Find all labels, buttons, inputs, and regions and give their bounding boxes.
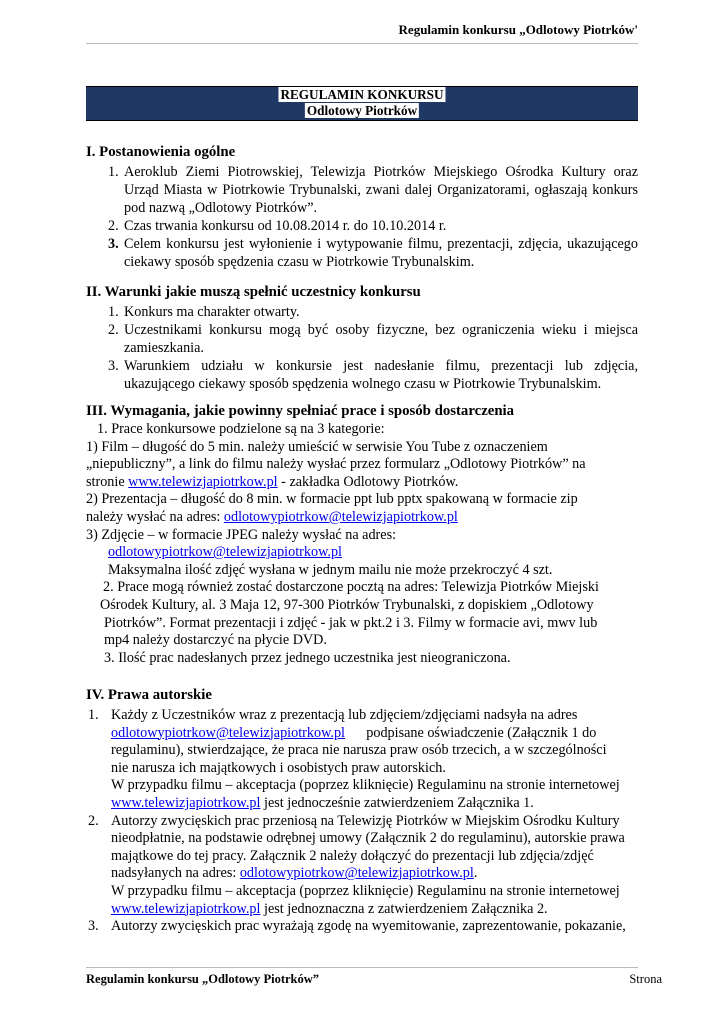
- text-line: 1) Film – długość do 5 min. należy umieścić w serwisie You Tube z oznaczeniem: [86, 438, 548, 455]
- website-link[interactable]: www.telewizjapiotrkow.pl: [111, 794, 261, 811]
- text-span: jest jednocześnie zatwierdzeniem Załącznika 1.: [260, 794, 534, 811]
- text-line: regulaminu), stwierdzające, że praca nie narusza praw osób trzecich, a w szczególności: [111, 742, 607, 759]
- text-line: [86, 865, 638, 883]
- section-1-list: [86, 163, 638, 271]
- text-span: Autorzy zwycięskich prac wyrażają zgodę na wyemitowanie, zaprezentowanie, pokazanie,: [111, 918, 626, 935]
- section-3-heading: III. Wymagania, jakie powinny spełniać prace i sposób dostarczenia: [86, 403, 515, 419]
- title-line-2: Odlotowy Piotrków: [306, 103, 418, 118]
- text-line: Piotrków”. Format prezentacji i zdjęć - jak w pkt.2 i 3. Filmy w formacie avi, mwv lub: [104, 614, 598, 631]
- text-line: 3) Zdjęcie – w formacie JPEG należy wysłać na adres:: [86, 526, 397, 543]
- item-text: Aeroklub Ziemi Piotrowskiej, Telewizja Piotrków Miejskiego Ośrodka Kultury oraz Urząd Miasta w Piotrkowie Trybunalski, zwani dalej Organizatorami, ogłaszają konkurs pod nazwą „Odlotowy Piotrków”.: [124, 164, 638, 216]
- item-number: 1.: [108, 164, 119, 180]
- text-line: 2. Prace mogą również zostać dostarczone pocztą na adres: Telewizja Piotrków Miejski: [103, 579, 599, 596]
- list-item: [86, 357, 638, 393]
- item-number: 1.: [108, 304, 119, 320]
- text-line: [86, 918, 638, 936]
- text-line: [86, 707, 638, 725]
- text-line: [86, 725, 638, 743]
- item-number: 2.: [88, 812, 99, 829]
- text-span: nadsyłanych na adres:: [111, 865, 240, 882]
- item-number: 2.: [108, 322, 119, 338]
- section-2-heading: II. Warunki jakie muszą spełnić uczestnicy konkursu: [86, 284, 421, 300]
- header-divider: [86, 43, 638, 44]
- text-span: należy wysłać na adres:: [86, 508, 224, 525]
- text-span: Każdy z Uczestników wraz z prezentacją lub zdjęciem/zdjęciami nadsyła na adres: [111, 707, 578, 723]
- text-line: nie narusza ich majątkowych i osobistych praw autorskich.: [111, 759, 446, 776]
- email-link[interactable]: odlotowypiotrkow@telewizjapiotrkow.pl: [108, 544, 342, 561]
- list-item: [86, 321, 638, 357]
- section-1-heading: I. Postanowienia ogólne: [86, 144, 236, 160]
- text-line: W przypadku filmu – akceptacja (poprzez kliknięcie) Regulaminu na stronie internetowej: [111, 777, 620, 794]
- text-span: Autorzy zwycięskich prac przeniosą na Telewizję Piotrków w Miejskim Ośrodku Kultury: [111, 812, 620, 829]
- text-line: mp4 należy dostarczyć na płycie DVD.: [104, 632, 327, 649]
- item-number: 2.: [108, 218, 119, 234]
- website-link[interactable]: www.telewizjapiotrkow.pl: [128, 473, 278, 490]
- item-number: 3.: [108, 358, 119, 374]
- text-line: Maksymalna ilość zdjęć wysłana w jednym mailu nie może przekroczyć 4 szt.: [108, 561, 553, 578]
- text-line: 1. Prace konkursowe podzielone są na 3 kategorie:: [97, 421, 385, 437]
- text-line: [86, 795, 638, 813]
- text-line: Ośrodek Kultury, al. 3 Maja 12, 97-300 Piotrków Trybunalski, z dopiskiem „Odlotowy: [100, 596, 594, 613]
- footer-page-label: Strona: [629, 972, 662, 986]
- item-text: Uczestnikami konkursu mogą być osoby fizyczne, bez ograniczenia wieku i miejsca zamieszkania.: [124, 322, 638, 356]
- item-number: 1.: [88, 707, 99, 723]
- text-span: jest jednoznaczna z zatwierdzeniem Załącznika 2.: [260, 900, 548, 917]
- text-span: - zakładka Odlotowy Piotrków.: [277, 473, 459, 490]
- email-link[interactable]: odlotowypiotrkow@telewizjapiotrkow.pl: [111, 724, 345, 741]
- text-line: „niepubliczny”, a link do filmu należy wysłać przez formularz „Odlotowy Piotrków” na: [86, 456, 586, 473]
- running-header: Regulamin konkursu „Odlotowy Piotrków': [398, 22, 638, 37]
- title-line-1: REGULAMIN KONKURSU: [280, 87, 444, 102]
- item-text: Konkurs ma charakter otwarty.: [124, 304, 300, 320]
- text-line: majątkowe do tej pracy. Załącznik 2 należy dołączyć do prezentacji lub zdjęcia/zdjęć: [111, 847, 594, 864]
- list-item: [86, 303, 638, 321]
- footer-divider: [86, 967, 638, 968]
- text-line: [86, 474, 638, 492]
- text-line: W przypadku filmu – akceptacja (poprzez kliknięcie) Regulaminu na stronie internetowej: [111, 882, 620, 899]
- item-text: Czas trwania konkursu od 10.08.2014 r. do 10.10.2014 r.: [124, 218, 447, 234]
- list-item: [86, 235, 638, 271]
- text-line: [86, 813, 638, 831]
- text-line: nieodpłatnie, na podstawie odrębnej umowy (Załącznik 2 do regulaminu), autorskie prawa: [111, 830, 625, 847]
- email-link[interactable]: odlotowypiotrkow@telewizjapiotrkow.pl: [223, 508, 458, 525]
- list-item: [86, 217, 638, 235]
- section-2-list: [86, 303, 638, 393]
- text-span: podpisane oświadczenie (Załącznik 1 do: [344, 724, 597, 741]
- text-line: [86, 901, 638, 919]
- item-text: Warunkiem udziału w konkursie jest nadesłanie filmu, prezentacji lub zdjęcia, ukazującego ciekawy sposób spędzenia wolnego czasu w Piotrkowie Trybunalskim.: [124, 358, 638, 392]
- item-text: Celem konkursu jest wyłonienie i wytypowanie filmu, prezentacji, zdjęcia, ukazującego ciekawy sposób spędzenia czasu w Piotrkowie Trybunalskim.: [124, 236, 638, 270]
- text-line: 3. Ilość prac nadesłanych przez jednego uczestnika jest nieograniczona.: [104, 649, 511, 666]
- email-link[interactable]: odlotowypiotrkow@telewizjapiotrkow.pl: [239, 865, 474, 882]
- list-item: [86, 163, 638, 217]
- text-line: [86, 509, 638, 527]
- item-number: 3.: [108, 236, 119, 252]
- section-3-body: [86, 421, 638, 667]
- footer-title: Regulamin konkursu „Odlotowy Piotrków”: [86, 972, 320, 986]
- title-banner: [86, 86, 638, 121]
- item-number: 3.: [88, 918, 99, 935]
- text-line: 2) Prezentacja – długość do 8 min. w formacie ppt lub pptx spakowaną w formacie zip: [86, 491, 578, 508]
- website-link[interactable]: www.telewizjapiotrkow.pl: [111, 900, 261, 917]
- section-4-body: [86, 707, 638, 936]
- text-span: .: [473, 865, 478, 882]
- section-4-heading: IV. Prawa autorskie: [86, 687, 212, 703]
- text-span: stronie: [86, 473, 129, 490]
- text-line: [86, 544, 638, 562]
